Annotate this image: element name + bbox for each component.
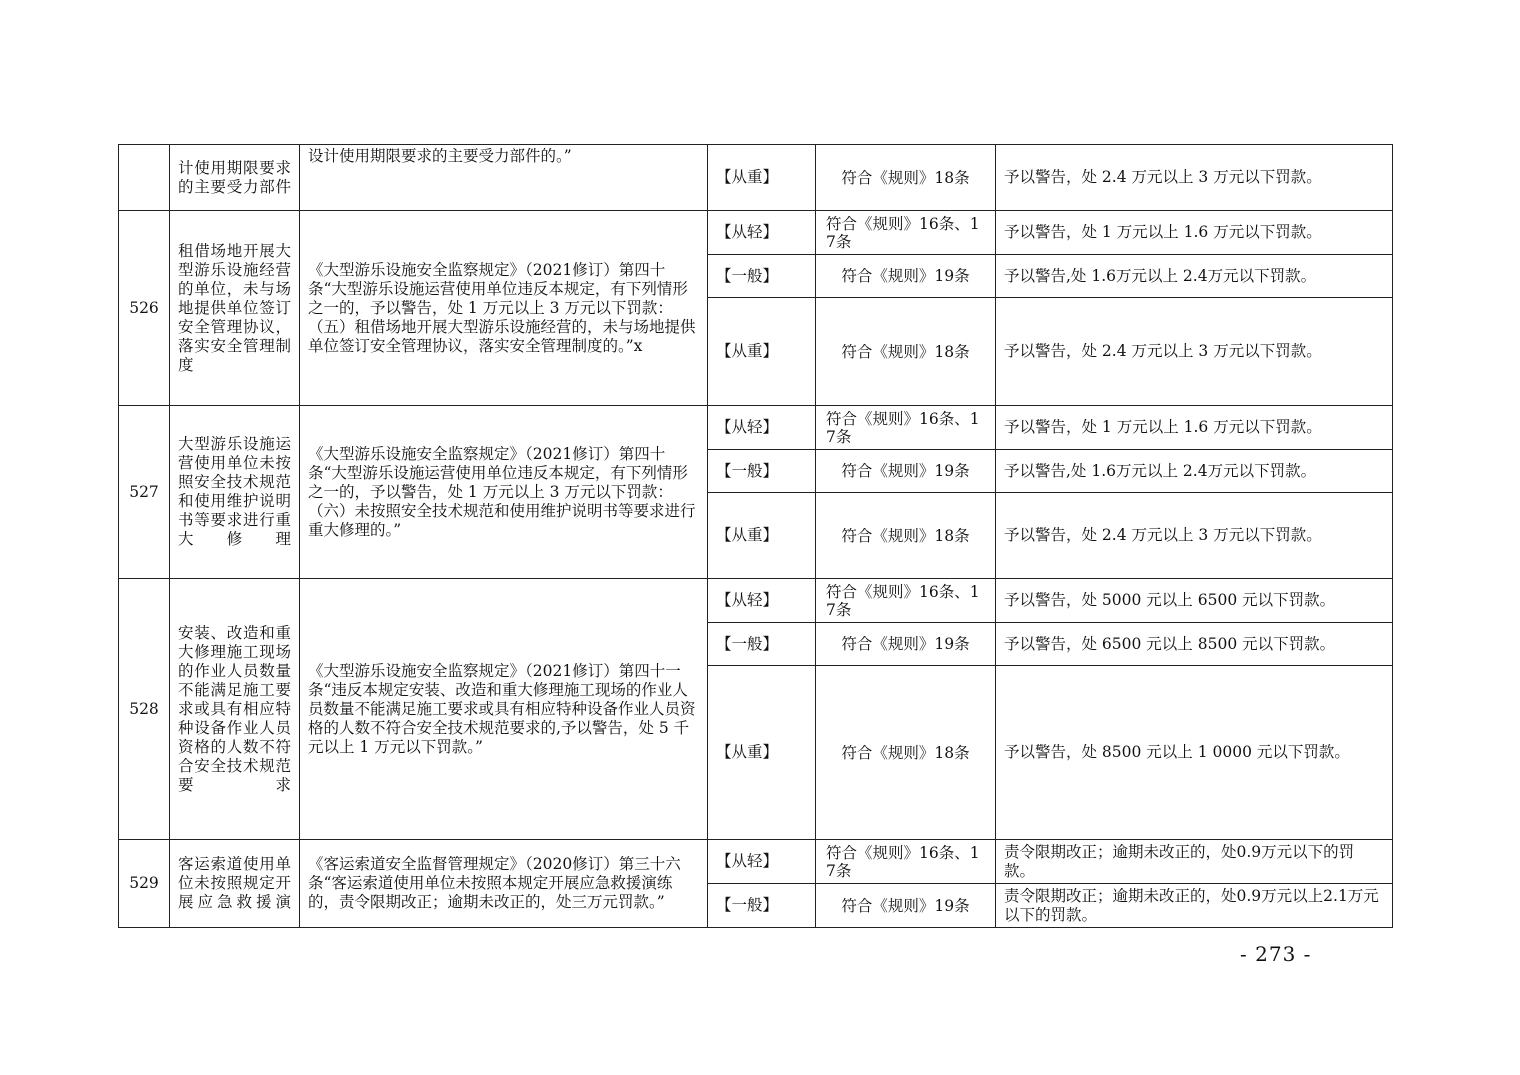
rule-reference-cell: 符合《规则》18条	[816, 298, 996, 406]
penalty-cell: 予以警告,处 1.6万元以上 2.4万元以下罚款。	[996, 450, 1393, 493]
penalty-cell: 予以警告,处 1.6万元以上 2.4万元以下罚款。	[996, 255, 1393, 298]
rule-reference-cell: 符合《规则》19条	[816, 623, 996, 666]
legal-basis-cell: 《大型游乐设施安全监察规定》（2021修订）第四十条“大型游乐设施运营使用单位违反本规定，有下列情形之一的，予以警告，处 1 万元以上 3 万元以下罚款：（六）未按照安全技术规范和使用维护说明书等要求进行重大修理的。”	[300, 406, 708, 579]
row-number-cell: 528	[119, 579, 170, 840]
discretion-level-cell: 【从轻】	[708, 406, 816, 450]
violation-item-cell: 客运索道使用单位未按照规定开展应急救援演	[170, 840, 300, 928]
penalty-cell: 予以警告，处 2.4 万元以上 3 万元以下罚款。	[996, 493, 1393, 579]
penalty-cell: 予以警告，处 8500 元以上 1 0000 元以下罚款。	[996, 666, 1393, 840]
rule-reference-cell: 符合《规则》16条、17条	[816, 579, 996, 623]
discretion-level-cell: 【从轻】	[708, 579, 816, 623]
discretion-level-cell: 【从重】	[708, 666, 816, 840]
rule-reference-cell: 符合《规则》19条	[816, 884, 996, 928]
discretion-level-cell: 【从重】	[708, 298, 816, 406]
penalty-cell: 予以警告，处 1 万元以上 1.6 万元以下罚款。	[996, 406, 1393, 450]
penalty-cell: 予以警告，处 1 万元以上 1.6 万元以下罚款。	[996, 211, 1393, 255]
penalty-discretion-table	[118, 144, 1393, 928]
discretion-level-cell: 【一般】	[708, 450, 816, 493]
row-number-cell: 529	[119, 840, 170, 928]
rule-reference-cell: 符合《规则》19条	[816, 450, 996, 493]
rule-reference-cell: 符合《规则》16条、17条	[816, 840, 996, 884]
penalty-cell: 责令限期改正；逾期未改正的，处0.9万元以下的罚款。	[996, 840, 1393, 884]
row-number-cell: 526	[119, 211, 170, 406]
violation-item-cell: 安装、改造和重大修理施工现场的作业人员数量不能满足施工要求或具有相应特种设备作业人员资格的人数不符合安全技术规范要求	[170, 579, 300, 840]
discretion-level-cell: 【从重】	[708, 493, 816, 579]
row-number-cell: 527	[119, 406, 170, 579]
legal-basis-cell: 设计使用期限要求的主要受力部件的。”	[300, 145, 708, 211]
rule-reference-cell: 符合《规则》16条、17条	[816, 406, 996, 450]
table-row	[119, 211, 1393, 255]
discretion-level-cell: 【从轻】	[708, 211, 816, 255]
penalty-cell: 予以警告，处 6500 元以上 8500 元以下罚款。	[996, 623, 1393, 666]
legal-basis-cell: 《大型游乐设施安全监察规定》（2021修订）第四十条“大型游乐设施运营使用单位违反本规定，有下列情形之一的，予以警告，处 1 万元以上 3 万元以下罚款：（五）租借场地开展大型游乐设施经营的，未与场地提供单位签订安全管理协议，落实安全管理制度的。”x	[300, 211, 708, 406]
rule-reference-cell: 符合《规则》19条	[816, 255, 996, 298]
violation-item-cell: 计使用期限要求的主要受力部件	[170, 145, 300, 211]
discretion-level-cell: 【从重】	[708, 145, 816, 211]
rule-reference-cell: 符合《规则》16条、17条	[816, 211, 996, 255]
discretion-level-cell: 【一般】	[708, 623, 816, 666]
page-number: - 273 -	[1240, 942, 1312, 966]
discretion-level-cell: 【从轻】	[708, 840, 816, 884]
penalty-cell: 予以警告，处 2.4 万元以上 3 万元以下罚款。	[996, 298, 1393, 406]
penalty-cell: 责令限期改正；逾期未改正的，处0.9万元以上2.1万元以下的罚款。	[996, 884, 1393, 928]
table-row	[119, 406, 1393, 450]
table-row	[119, 145, 1393, 211]
discretion-level-cell: 【一般】	[708, 884, 816, 928]
rule-reference-cell: 符合《规则》18条	[816, 666, 996, 840]
violation-item-cell: 租借场地开展大型游乐设施经营的单位，未与场地提供单位签订安全管理协议，落实安全管理制度	[170, 211, 300, 406]
table-row	[119, 579, 1393, 623]
legal-basis-cell: 《客运索道安全监督管理规定》（2020修订）第三十六条“客运索道使用单位未按照本规定开展应急救援演练的，责令限期改正；逾期未改正的，处三万元罚款。”	[300, 840, 708, 928]
rule-reference-cell: 符合《规则》18条	[816, 145, 996, 211]
rule-reference-cell: 符合《规则》18条	[816, 493, 996, 579]
penalty-cell: 予以警告，处 2.4 万元以上 3 万元以下罚款。	[996, 145, 1393, 211]
violation-item-cell: 大型游乐设施运营使用单位未按照安全技术规范和使用维护说明书等要求进行重大修理	[170, 406, 300, 579]
discretion-level-cell: 【一般】	[708, 255, 816, 298]
table-row	[119, 840, 1393, 884]
legal-basis-cell: 《大型游乐设施安全监察规定》（2021修订）第四十一条“违反本规定安装、改造和重大修理施工现场的作业人员数量不能满足施工要求或具有相应特种设备作业人员资格的人数不符合安全技术规范要求的,予以警告，处 5 千元以上 1 万元以下罚款。”	[300, 579, 708, 840]
row-number-cell	[119, 145, 170, 211]
penalty-cell: 予以警告，处 5000 元以上 6500 元以下罚款。	[996, 579, 1393, 623]
